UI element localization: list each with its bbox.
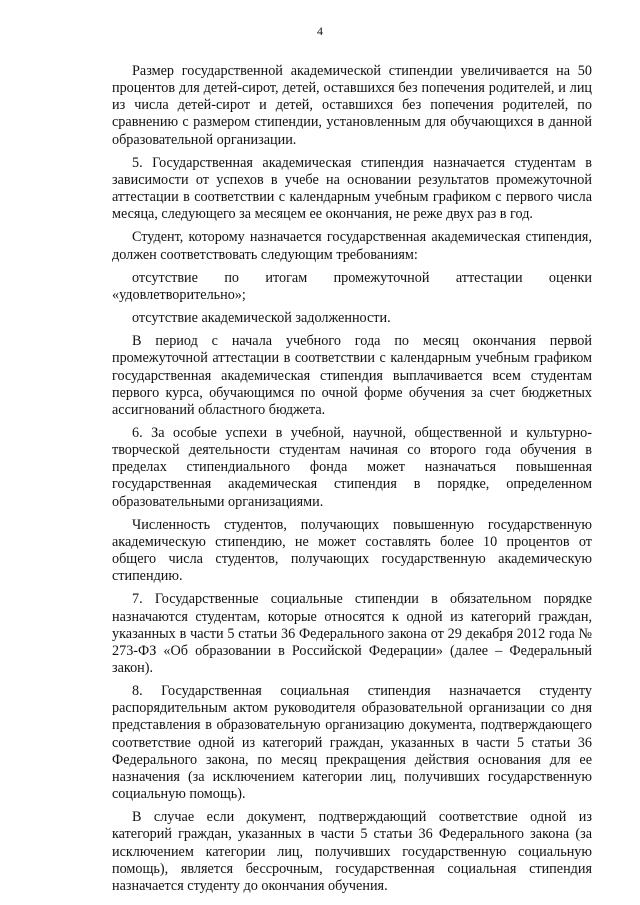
paragraph-student-quota: Численность студентов, получающих повышенную государственную академическую стипендию, не может составлять более 10 процентов от общего числа студентов, получающих государственную академическую стипендию. bbox=[112, 516, 592, 585]
paragraph-item-8: 8. Государственная социальная стипендия назначается студенту распорядительным актом руководителя образовательной организации со дня представления в образовательную организацию документа, подтверждающего соответствие одной из категорий граждан, указанных в части 5 статьи 36 Федерального закона, по месяц прекращения действия основания для ее назначения (за исключением категории лиц, получивших государственную социальную помощь). bbox=[112, 683, 592, 803]
paragraph-requirements-intro: Студент, которому назначается государственная академическая стипендия, должен соответствовать следующим требованиям: bbox=[112, 229, 592, 263]
page-number: 4 bbox=[317, 24, 323, 38]
paragraph-requirement-debt: отсутствие академической задолженности. bbox=[132, 310, 391, 327]
paragraph-item-6: 6. За особые успехи в учебной, научной, общественной и культурно-творческой деятельности студентам начиная со второго года обучения в пределах стипендиального фонда может назначаться повышенная государственная академическая стипендия в порядке, определенном образовательными организациями. bbox=[112, 424, 592, 510]
paragraph-requirement-grades: отсутствие по итогам промежуточной аттестации оценки «удовлетворительно»; bbox=[112, 269, 592, 303]
paragraph-item-7: 7. Государственные социальные стипендии в обязательном порядке назначаются студентам, которые относятся к одной из категорий граждан, указанных в части 5 статьи 36 Федерального закона от 29 декабря 2012 года № 273-ФЗ «Об образовании в Российской Федерации» (далее – Федеральный закон). bbox=[112, 591, 592, 676]
paragraph-indefinite-document: В случае если документ, подтверждающий соответствие одной из категорий граждан, указанных в части 5 статьи 36 Федерального закона (за исключением категории лиц, получивших государственную социальную помощь), является бессрочным, государственная социальная стипендия назначается студенту до окончания обучения. bbox=[112, 809, 592, 894]
paragraph-first-year: В период с начала учебного года по месяц окончания первой промежуточной аттестации в соответствии с календарным учебным графиком государственная академическая стипендия выплачивается всем студентам первого курса, обучающимся по очной форме обучения за счет бюджетных ассигнований областного бюджета. bbox=[112, 333, 592, 418]
document-body bbox=[112, 63, 592, 895]
paragraph-scholarship-increase: Размер государственной академической стипендии увеличивается на 50 процентов для детей-сирот, детей, оставшихся без попечения родителей, и лиц из числа детей-сирот и детей, оставшихся без попечения родителей, по сравнению с размером стипендии, установленным для обучающихся в данной образовательной организации. bbox=[112, 63, 592, 148]
paragraph-item-5: 5. Государственная академическая стипендия назначается студентам в зависимости от успехов в учебе на основании результатов промежуточной аттестации в соответствии с календарным учебным графиком с первого числа месяца, следующего за месяцем ее окончания, не реже двух раз в год. bbox=[112, 154, 592, 223]
